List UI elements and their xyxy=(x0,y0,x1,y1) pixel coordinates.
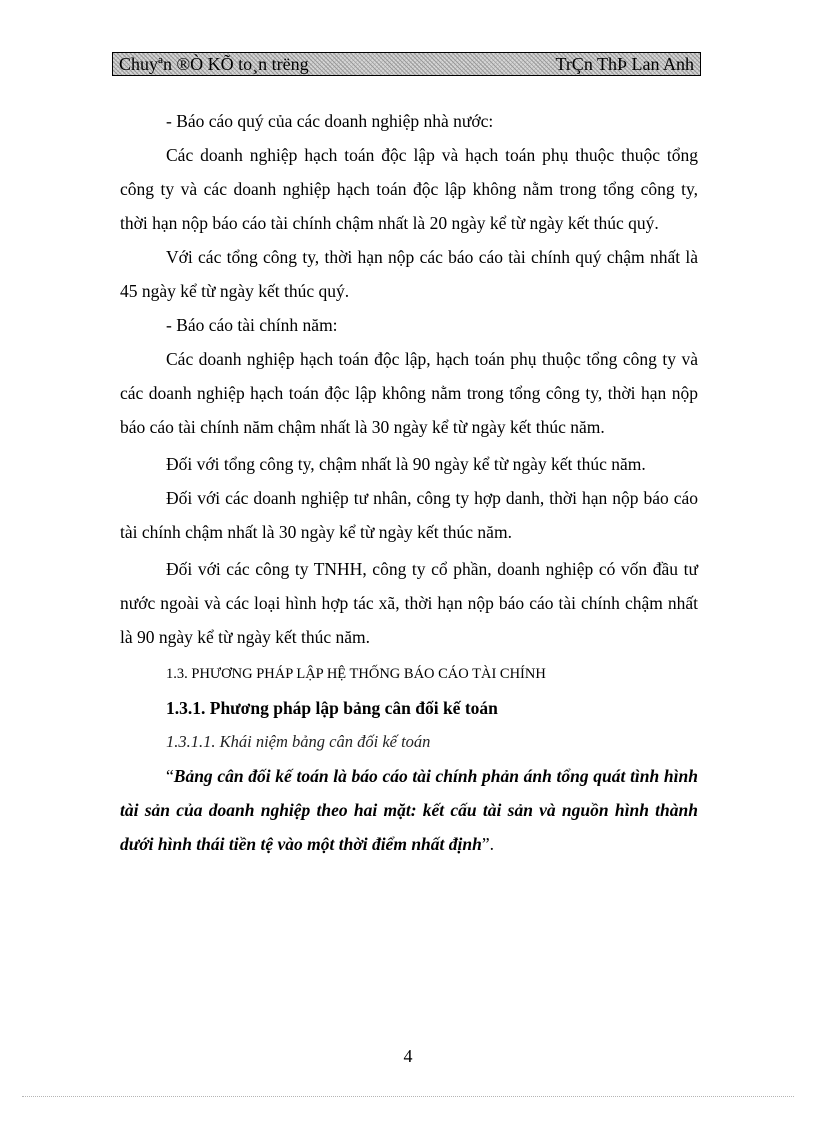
header-author-name: TrÇn ThÞ Lan Anh xyxy=(555,54,694,74)
paragraph-annual-independent: Các doanh nghiệp hạch toán độc lập, hạch toán phụ thuộc tổng công ty và các doanh nghiệp hạch toán độc lập không nằm trong tổng công ty, thời hạn nộp báo cáo tài chính năm chậm nhất là 30 ngày kể từ ngày kết thúc năm. xyxy=(120,349,698,437)
quote-text: Bảng cân đối kế toán là báo cáo tài chính phản ánh tổng quát tình hình tài sản của doanh nghiệp theo hai mặt: kết cấu tài sản và nguồn hình thành dưới hình thái tiền tệ vào một thời điểm nhất định xyxy=(120,766,698,854)
quote-open-mark: “ xyxy=(166,766,174,786)
page-bottom-divider xyxy=(22,1096,794,1097)
section-heading: 1.3. PHƯƠNG PHÁP LẬP HỆ THỐNG BÁO CÁO TÀI CHÍNH xyxy=(166,666,546,682)
paragraph-annual-corporation: Đối với tổng công ty, chậm nhất là 90 ngày kể từ ngày kết thúc năm. xyxy=(166,454,646,474)
paragraph-llc-jsc: Đối với các công ty TNHH, công ty cổ phần, doanh nghiệp có vốn đầu tư nước ngoài và các loại hình hợp tác xã, thời hạn nộp báo cáo tài chính chậm nhất là 90 ngày kể từ ngày kết thúc năm. xyxy=(120,559,698,647)
paragraph-private-enterprise: Đối với các doanh nghiệp tư nhân, công ty hợp danh, thời hạn nộp báo cáo tài chính chậm nhất là 30 ngày kể từ ngày kết thúc năm. xyxy=(120,488,698,542)
subsection-heading: 1.3.1. Phương pháp lập bảng cân đối kế toán xyxy=(166,698,498,718)
paragraph-quarterly-corporation: Với các tổng công ty, thời hạn nộp các báo cáo tài chính quý chậm nhất là 45 ngày kể từ ngày kết thúc quý. xyxy=(120,247,698,301)
header-chapter-title: Chuyªn ®Ò KÕ to¸n trëng xyxy=(119,54,309,74)
paragraph-quarterly-independent: Các doanh nghiệp hạch toán độc lập và hạch toán phụ thuộc thuộc tổng công ty và các doanh nghiệp hạch toán độc lập không nằm trong tổng công ty, thời hạn nộp báo cáo tài chính chậm nhất là 20 ngày kể từ ngày kết thúc quý. xyxy=(120,145,698,233)
paragraph-quarterly-report-heading: - Báo cáo quý của các doanh nghiệp nhà nước: xyxy=(166,111,494,131)
definition-quote xyxy=(120,759,698,861)
running-header xyxy=(112,52,701,76)
page-number: 4 xyxy=(403,1046,413,1066)
quote-close-mark: ”. xyxy=(481,834,494,854)
subsubsection-heading: 1.3.1.1. Khái niệm bảng cân đối kế toán xyxy=(166,732,431,751)
paragraph-annual-report-heading: - Báo cáo tài chính năm: xyxy=(166,315,338,335)
document-body xyxy=(120,104,698,861)
